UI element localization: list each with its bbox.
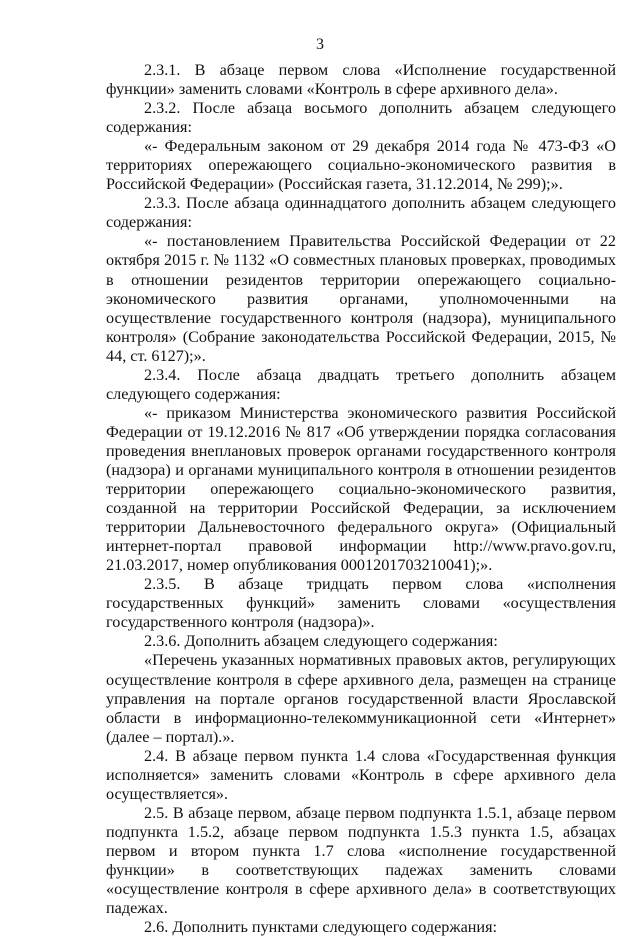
quote-resolution-1132: «- постановлением Правительства Российской Федерации от 22 октября 2015 г. № 1132 «О совместных плановых проверках, проводимых в отношении резидентов территории опережающего социально-экономического развития органами, уполномоченными на осуществление государственного контроля (надзора), муниципального контроля» (Собрание законодательства Российской Федерации, 2015, № 44, ст. 6127);». [106, 232, 616, 365]
quote-acts-list: «Перечень указанных нормативных правовых актов, регулирующих осуществление контроля в сфере архивного дела, размещен на странице управления на портале органов государственной власти Ярославской области в информационно-телекоммуникационной сети «Интернет» (далее – портал).». [106, 651, 616, 746]
page-number: 3 [316, 36, 324, 53]
document-body [106, 61, 616, 937]
quote-federal-law-473: «- Федеральным законом от 29 декабря 2014 года № 473-ФЗ «О территориях опережающего социально-экономического развития в Российской Федерации» (Российская газета, 31.12.2014, № 299);». [106, 137, 616, 194]
paragraph-2-3-4: 2.3.4. После абзаца двадцать третьего дополнить абзацем следующего содержания: [106, 365, 616, 403]
paragraph-2-3-6: 2.3.6. Дополнить абзацем следующего содержания: [144, 632, 498, 651]
paragraph-2-5: 2.5. В абзаце первом, абзаце первом подпункта 1.5.1, абзаце первом подпункта 1.5.2, абзаце первом подпункта 1.5.3 пункта 1.5, абзацах первом и втором пункта 1.7 слова «исполнение государственной функции» в соответствующих падежах заменить словами «осуществление контроля в сфере архивного дела» в соответствующих падежах. [106, 803, 616, 918]
paragraph-2-3-3: 2.3.3. После абзаца одиннадцатого дополнить абзацем следующего содержания: [106, 194, 616, 232]
paragraph-2-3-2: 2.3.2. После абзаца восьмого дополнить абзацем следующего содержания: [106, 99, 616, 137]
paragraph-2-3-5: 2.3.5. В абзаце тридцать первом слова «исполнения государственных функций» заменить словами «осуществления государственного контроля (надзора)». [106, 575, 616, 632]
paragraph-2-4: 2.4. В абзаце первом пункта 1.4 слова «Государственная функция исполняется» заменить словами «Контроль в сфере архивного дела осуществляется». [106, 746, 616, 803]
quote-order-817: «- приказом Министерства экономического развития Российской Федерации от 19.12.2016 № 817 «Об утверждении порядка согласования проведения внеплановых проверок органами государственного контроля (надзора) и органами муниципального контроля в отношении резидентов территории опережающего социально-экономического развития, созданной на территории Российской Федерации, за исключением территории Дальневосточного федерального округа» (Официальный интернет-портал правовой информации http://www.pravo.gov.ru, 21.03.2017, номер опубликования 0001201703210041);». [106, 403, 616, 575]
paragraph-2-6: 2.6. Дополнить пунктами следующего содержания: [144, 918, 498, 937]
paragraph-2-3-1: 2.3.1. В абзаце первом слова «Исполнение государственной функции» заменить словами «Контроль в сфере архивного дела». [106, 61, 616, 99]
